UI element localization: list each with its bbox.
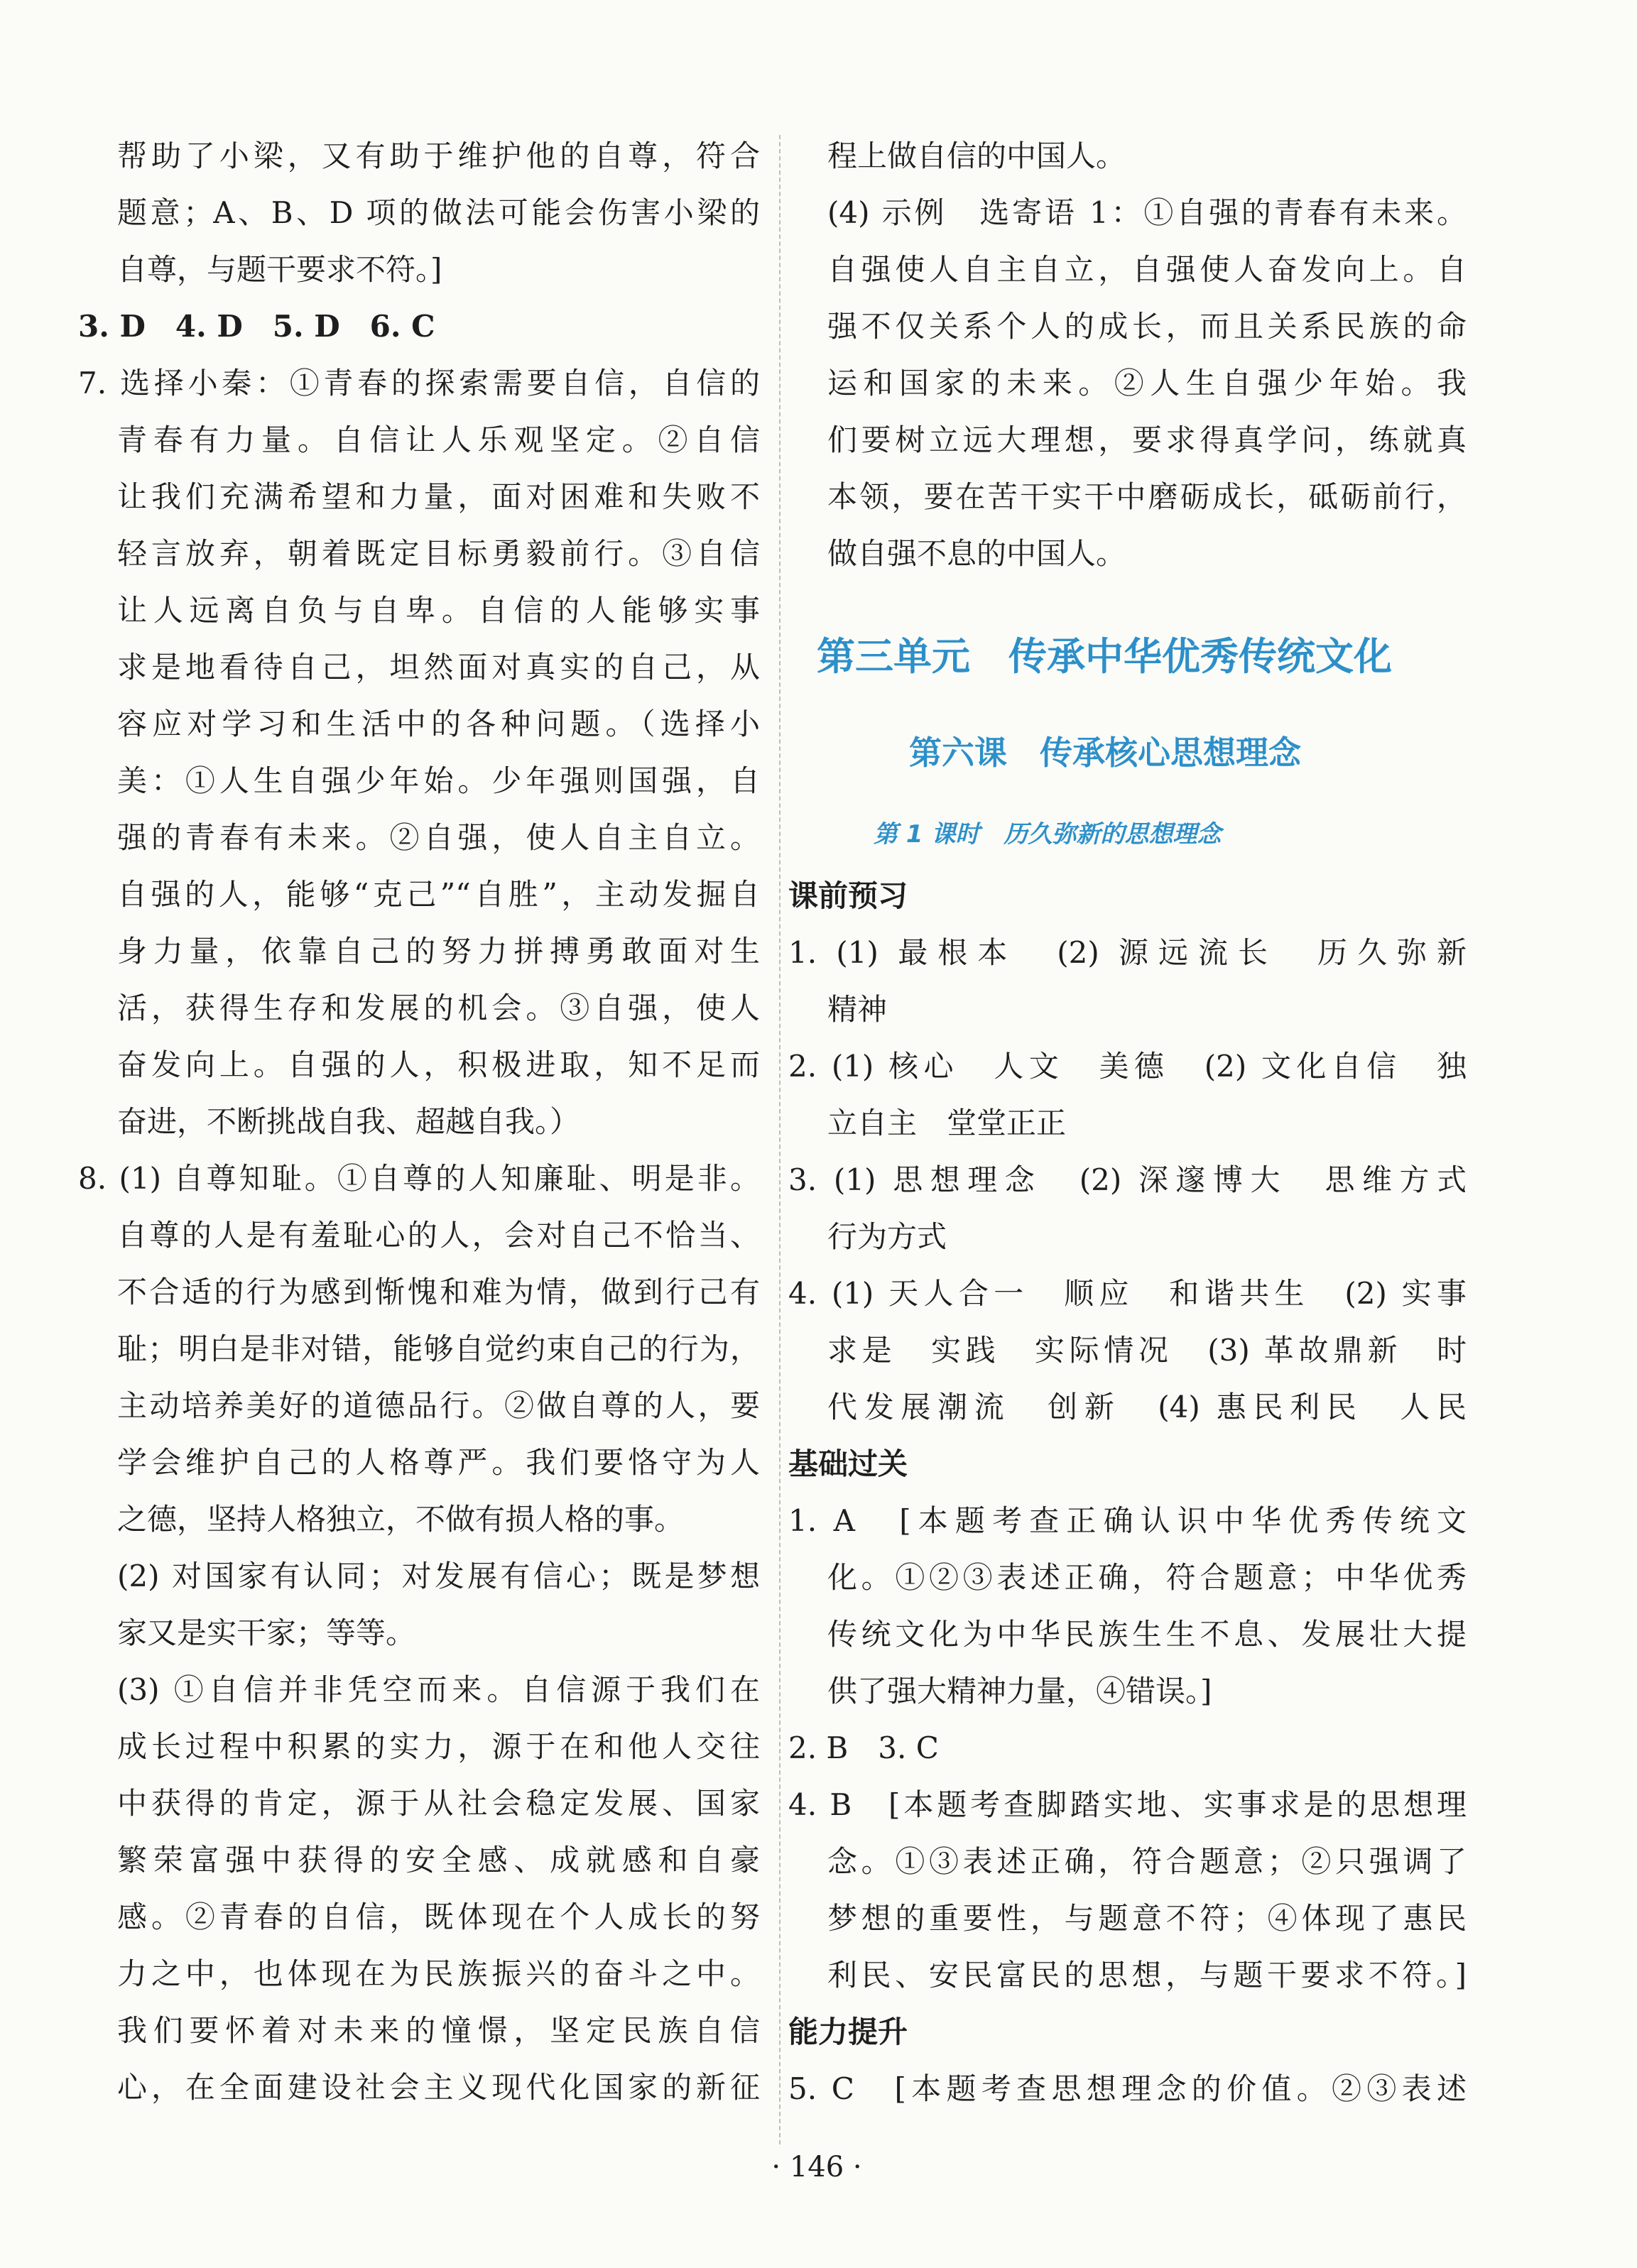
answer-line: 4. (1) 天人合一 顺应 和谐共生 (2) 实事	[788, 1276, 1467, 1311]
text-line: 我们要怀着对未来的憧憬，坚定民族自信	[117, 2013, 760, 2048]
text-line: 让我们充满希望和力量，面对困难和失败不	[117, 479, 760, 514]
text-line: 容应对学习和生活中的各种问题。（选择小	[117, 707, 760, 741]
text-line: 活，获得生存和发展的机会。③自强，使人	[117, 991, 760, 1025]
text-line: 主动培养美好的道德品行。②做自尊的人，要	[117, 1388, 760, 1423]
text-line: 奋发向上。自强的人，积极进取，知不足而	[117, 1047, 760, 1082]
text-line: 本领，要在苦干实干中磨砺成长，砥砺前行，	[827, 479, 1467, 514]
text-line: 行为方式	[827, 1219, 947, 1254]
text-line: (2) 对国家有认同；对发展有信心；既是梦想	[117, 1559, 760, 1593]
text-line: 不合适的行为感到惭愧和难为情，做到行己有	[117, 1275, 760, 1309]
text-line: 求是 实践 实际情况 (3) 革故鼎新 时	[827, 1333, 1467, 1368]
text-line: (4) 示例 选寄语 1：①自强的青春有未来。	[827, 195, 1467, 230]
text-line: 供了强大精神力量，④错误。]	[827, 1674, 1212, 1708]
text-line: 做自强不息的中国人。	[827, 536, 1126, 571]
text-line: 梦想的重要性，与题意不符；④体现了惠民	[827, 1901, 1467, 1936]
text-line: 帮助了小梁，又有助于维护他的自尊，符合	[117, 138, 760, 173]
answer-line: 2. (1) 核心 人文 美德 (2) 文化自信 独	[788, 1049, 1467, 1084]
column-divider	[779, 135, 781, 2144]
answer-line: 3. D 4. D 5. D 6. C	[78, 309, 435, 344]
text-line: 耻；明白是非对错，能够自觉约束自己的行为，	[117, 1331, 760, 1366]
text-line: 化。①②③表述正确，符合题意；中华优秀	[827, 1560, 1467, 1595]
answer-line: 2. B 3. C	[788, 1730, 939, 1765]
text-line: 感。②青春的自信，既体现在个人成长的努	[117, 1899, 760, 1934]
text-line: 让人远离自负与自卑。自信的人能够实事	[117, 593, 760, 628]
text-line: 强不仅关系个人的成长，而且关系民族的命	[827, 309, 1467, 344]
answer-line: 4. B [本题考查脚踏实地、实事求是的思想理	[788, 1787, 1467, 1822]
text-line: 利民、安民富民的思想，与题干要求不符。]	[827, 1958, 1467, 1992]
text-line: 题意；A、B、D 项的做法可能会伤害小梁的	[117, 195, 760, 230]
text-line: 立自主 堂堂正正	[827, 1106, 1067, 1140]
text-line: 们要树立远大理想，要求得真学问，练就真	[827, 422, 1467, 457]
text-line: 传统文化为中华民族生生不息、发展壮大提	[827, 1617, 1467, 1652]
text-line: 美：①人生自强少年始。少年强则国强，自	[117, 763, 760, 798]
answer-line: 7. 选择小秦：①青春的探索需要自信，自信的	[78, 366, 760, 400]
text-line: 程上做自信的中国人。	[827, 138, 1126, 173]
text-line: 自强的人，能够“克己”“自胜”，主动发掘自	[117, 877, 760, 912]
text-line: 轻言放弃，朝着既定目标勇毅前行。③自信	[117, 536, 760, 571]
text-line: 力之中，也体现在为民族振兴的奋斗之中。	[117, 1956, 760, 1991]
text-line: 强的青春有未来。②自强，使人自主自立。	[117, 820, 760, 855]
text-line: 精神	[827, 992, 888, 1027]
answer-line: 1. (1) 最根本 (2) 源远流长 历久弥新	[788, 935, 1467, 970]
text-line: 自尊的人是有羞耻心的人，会对自己不恰当、	[117, 1218, 760, 1253]
text-line: 之德，坚持人格独立，不做有损人格的事。	[117, 1502, 685, 1537]
text-line: 求是地看待自己，坦然面对真实的自己，从	[117, 650, 760, 685]
lesson-title: 第六课 传承核心思想理念	[909, 734, 1301, 772]
unit-title: 第三单元 传承中华优秀传统文化	[817, 634, 1392, 679]
answer-line: 3. (1) 思想理念 (2) 深邃博大 思维方式	[788, 1162, 1467, 1197]
period-title: 第 1 课时 历久弥新的思想理念	[874, 820, 1222, 849]
text-line: 自尊，与题干要求不符。]	[117, 252, 442, 287]
answer-line: 8. (1) 自尊知耻。①自尊的人知廉耻、明是非。	[78, 1161, 760, 1196]
text-line: (3) ①自信并非凭空而来。自信源于我们在	[117, 1672, 760, 1707]
answer-line: 1. A [本题考查正确认识中华优秀传统文	[788, 1503, 1467, 1538]
text-line: 成长过程中积累的实力，源于在和他人交往	[117, 1729, 760, 1764]
text-line: 心，在全面建设社会主义现代化国家的新征	[117, 2070, 760, 2105]
text-line: 学会维护自己的人格尊严。我们要恪守为人	[117, 1445, 760, 1480]
text-line: 繁荣富强中获得的安全感、成就感和自豪	[117, 1843, 760, 1877]
text-line: 奋进，不断挑战自我、超越自我。）	[117, 1104, 580, 1139]
text-line: 中获得的肯定，源于从社会稳定发展、国家	[117, 1786, 760, 1821]
text-line: 家又是实干家；等等。	[117, 1615, 416, 1650]
text-line: 青春有力量。自信让人乐观坚定。②自信	[117, 422, 760, 457]
text-line: 运和国家的未来。②人生自强少年始。我	[827, 366, 1467, 400]
text-line: 代发展潮流 创新 (4) 惠民利民 人民	[827, 1390, 1467, 1424]
section-heading-ability: 能力提升	[788, 2015, 908, 2049]
section-heading-preview: 课前预习	[788, 878, 908, 913]
text-line: 自强使人自主自立，自强使人奋发向上。自	[827, 252, 1467, 287]
page-number: · 146 ·	[771, 2151, 862, 2184]
answer-line: 5. C [本题考查思想理念的价值。②③表述	[788, 2071, 1467, 2106]
text-line: 身力量，依靠自己的努力拼搏勇敢面对生	[117, 934, 760, 969]
text-line: 念。①③表述正确，符合题意；②只强调了	[827, 1844, 1467, 1879]
section-heading-basic: 基础过关	[788, 1446, 908, 1481]
